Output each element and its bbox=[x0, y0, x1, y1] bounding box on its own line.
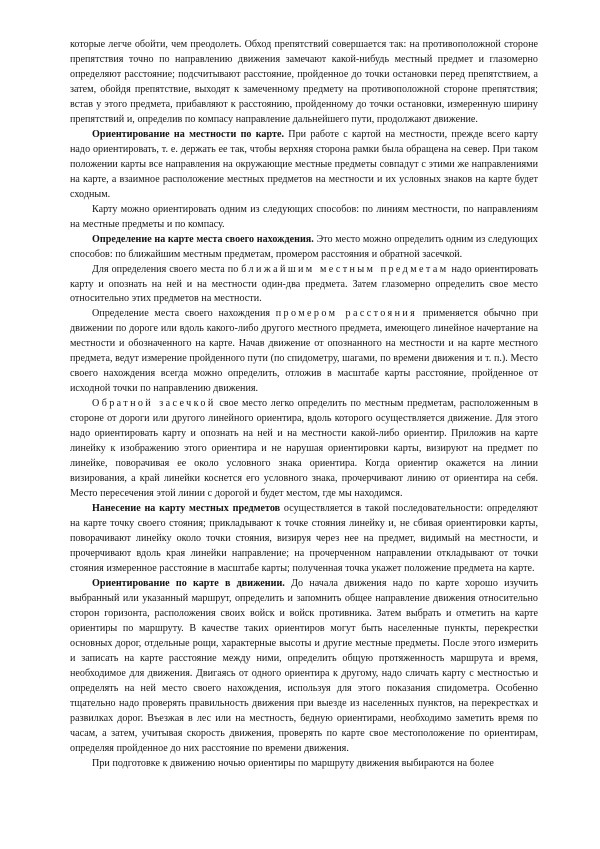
document-body-text bbox=[70, 38, 538, 771]
text-run: которые легче обойти, чем преодолеть. Обход препятствий совершается так: на противоположной стороне препятствия точно по направлению движения замечают какой-нибудь местный предмет и глазомерно определяют расстояние; подсчитывают расстояние, пройденное до точки остановки перед препятствием, а затем, обойдя препятствие, выходят к замеченному предмету на противоположной стороне препятствия; встав у этого предмета, прибавляют к расстоянию, пройденному до точки остановки, измеренную ширину препятствий и, определив по компасу направление дальнейшего пути, продолжают движение. bbox=[70, 39, 538, 125]
paragraph bbox=[70, 128, 538, 203]
section-heading-run: Ориентирование на местности по карте. bbox=[92, 128, 285, 140]
section-heading-run: Ориентирование по карте в движении. bbox=[92, 577, 285, 589]
text-run: Карту можно ориентировать одним из следующих способов: по линиям местности, по направлениям на местные предметы и по компасу. bbox=[70, 203, 538, 230]
text-run: Для определения своего места по bbox=[92, 263, 242, 275]
paragraph bbox=[70, 307, 538, 397]
paragraph bbox=[70, 397, 538, 502]
text-run: надо ориентировать карту и опознать на ней и на местности один-два предмета. Затем глазомерно определить свое место относительно этих предметов на местности. bbox=[70, 263, 539, 305]
text-run: осуществляется в такой последовательности: определяют на карте точку своего стояния; прикладывают к точке стояния линейку и, не сбивая ориентировки карты, поворачивают линейку около точки стояния, визируя через нее на предмет, видимый на местности, и прочерчивают вдоль края линейки направление; на прочерченном направлении откладывают от точки стояния измеренное расстояние в масштабе карты; полученная точка укажет положение предмета на карте. bbox=[70, 503, 538, 574]
text-run: применяется обычно при движении по дороге или вдоль какого-либо другого местного предмета, имеющего линейное начертание на местности и обозначенного на карте. Начав движение от опознанного на местности и на карте местного предмета, ведут измерение пройденного пути (по спидометру, шагами, по времени движения и т. п.). Место своего нахождения всегда можно определить, отложив в масштабе карты расстояние, пройденное от исходной точки по направлению движения. bbox=[70, 308, 538, 395]
paragraph bbox=[70, 502, 538, 577]
text-run: При работе с картой на местности, прежде всего карту надо ориентировать, т. е. держать ее так, чтобы верхняя сторона рамки была обращена на север. При таком положении карты все направления на окружающие местные предметы совпадут с этими же направлениями на карте, а взаимное расположение местных предметов на местности и их условных знаков на карте будет сходным. bbox=[70, 128, 538, 200]
paragraph bbox=[70, 203, 538, 233]
paragraph bbox=[70, 757, 538, 772]
paragraph bbox=[70, 38, 538, 128]
emphasis-spaced-run: промером расстояния bbox=[275, 308, 418, 320]
section-heading-run: Нанесение на карту местных предметов bbox=[92, 503, 281, 515]
text-run: Это место можно определить одним из следующих способов: по ближайшим местным предметам, промером расстояния и обратной засечкой. bbox=[70, 233, 538, 260]
text-run: При подготовке к движению ночью ориентиры по маршруту движения выбираются на более bbox=[92, 757, 494, 769]
text-run: До начала движения надо по карте хорошо изучить выбранный или указанный маршрут, определить и запомнить общее направление движения относительно сторон горизонта, расположения своих войск и войск противника. Затем выбрать и отметить на карте ориентиры по маршруту. В качестве таких ориентиров могут быть населенные пункты, перекрестки основных дорог, отдельные рощи, характерные высоты и другие местные предметы. После этого измерить и записать на карте расстояние между ними, определить общую протяженность маршрута и время, необходимое для движения. Двигаясь от одного ориентира к другому, надо сличать карту с местностью и определять на ней место своего нахождения, используя для этого показания спидометра. Особенно тщательно надо проверять правильность движения при выезде из населенных пунктов, на перекрестках и развилках дорог. Въезжая в лес или на местность, бедную ориентирами, необходимо заметить время по часам, а затем, учитывая скорость движения, проверять по карте свое местоположение по ориентирам, определяя пройденное до них расстояние по времени движения. bbox=[70, 577, 539, 754]
paragraph bbox=[70, 263, 538, 308]
section-heading-run: Определение на карте места своего нахождения. bbox=[92, 233, 314, 245]
emphasis-spaced-run: ближайшим местным предметам bbox=[241, 263, 449, 275]
text-run: Определение места своего нахождения bbox=[92, 308, 276, 320]
paragraph bbox=[70, 577, 538, 757]
emphasis-spaced-run: Обратной засечкой bbox=[92, 398, 216, 410]
text-run: свое место легко определить по местным предметам, расположенным в стороне от дороги или другого линейного ориентира, вдоль которого осуществляется движение. Для этого надо ориентировать карту и опознать на ней и на местности какой-либо ориентир. Приложив на карте линейку к изображению этого ориентира и не нарушая ориентировки карты, визируют на предмет по линейке, поворачивая ее около условного знака ориентира. Когда ориентир окажется на линии визирования, а край линейки коснется его условного знака, прочерчивают линию от ориентира на себя. Место пересечения этой линии с дорогой и будет местом, где мы находимся. bbox=[70, 398, 539, 500]
paragraph bbox=[70, 233, 538, 263]
